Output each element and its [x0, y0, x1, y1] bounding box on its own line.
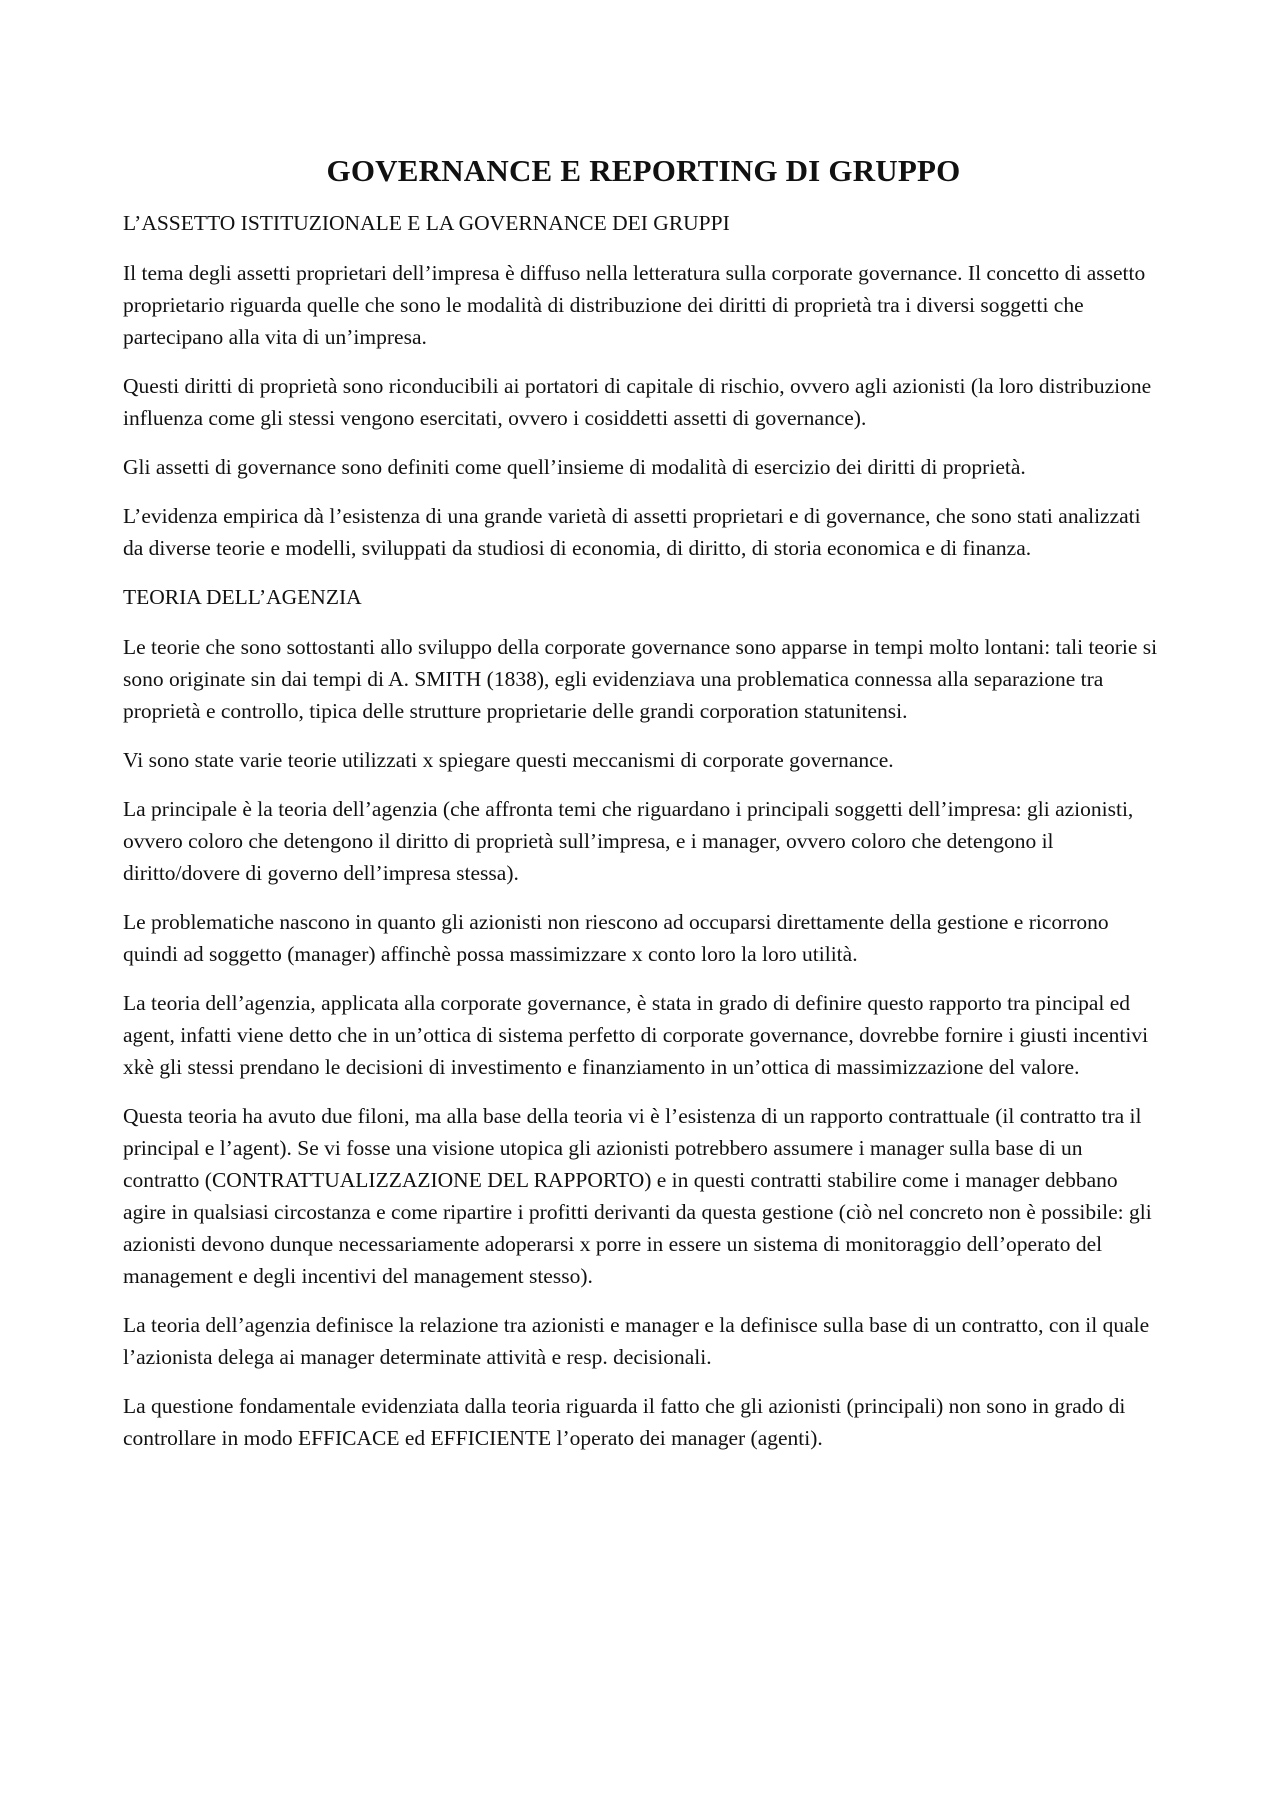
paragraph: La teoria dell’agenzia definisce la relazione tra azionisti e manager e la definisce sulla base di un contratto, con il quale l’azionista delega ai manager determinate attività e resp. decisionali. — [123, 1312, 1150, 1369]
paragraph: Le teorie che sono sottostanti allo sviluppo della corporate governance sono apparse in tempi molto lontani: tali teorie si sono originate sin dai tempi di A. SMITH (1838), egli evidenziava una problematica connessa alla separazione tra proprietà e controllo, tipica delle strutture proprietarie delle grandi corporation statunitensi. — [123, 634, 1158, 723]
paragraph: Questi diritti di proprietà sono riconducibili ai portatori di capitale di rischio, ovvero agli azionisti (la loro distribuzione influenza come gli stessi vengono esercitati, ovvero i cosiddetti assetti di governance). — [123, 373, 1152, 430]
paragraph: La teoria dell’agenzia, applicata alla corporate governance, è stata in grado di definire questo rapporto tra pincipal ed agent, infatti viene detto che in un’ottica di sistema perfetto di corporate governance, dovrebbe fornire i giusti incentivi xkè gli stessi prendano le decisioni di investimento e finanziamento in un’ottica di massimizzazione del valore. — [123, 990, 1149, 1079]
paragraph: L’evidenza empirica dà l’esistenza di una grande varietà di assetti proprietari e di governance, che sono stati analizzati da diverse teorie e modelli, sviluppati da studiosi di economia, di diritto, di storia economica e di finanza. — [123, 503, 1141, 560]
paragraph: Vi sono state varie teorie utilizzati x spiegare questi meccanismi di corporate governance. — [123, 747, 894, 772]
paragraph: Le problematiche nascono in quanto gli azionisti non riescono ad occuparsi direttamente della gestione e ricorrono quindi ad soggetto (manager) affinchè possa massimizzare x conto loro la loro utilità. — [123, 909, 1109, 966]
section-heading-teoria-agenzia: TEORIA DELL’AGENZIA — [123, 584, 362, 609]
section-heading-assetto: L’ASSETTO ISTITUZIONALE E LA GOVERNANCE DEI GRUPPI — [123, 210, 730, 235]
paragraph: Il tema degli assetti proprietari dell’impresa è diffuso nella letteratura sulla corporate governance. Il concetto di assetto proprietario riguarda quelle che sono le modalità di distribuzione dei diritti di proprietà tra i diversi soggetti che partecipano alla vita di un’impresa. — [123, 260, 1146, 349]
document-title: GOVERNANCE E REPORTING DI GRUPPO — [326, 153, 961, 188]
paragraph: La principale è la teoria dell’agenzia (che affronta temi che riguardano i principali soggetti dell’impresa: gli azionisti, ovvero coloro che detengono il diritto di proprietà sull’impresa, e i manager, ovvero coloro che detengono il diritto/dovere di governo dell’impresa stessa). — [123, 796, 1134, 885]
paragraph: La questione fondamentale evidenziata dalla teoria riguarda il fatto che gli azionisti (principali) non sono in grado di controllare in modo EFFICACE ed EFFICIENTE l’operato dei manager (agenti). — [123, 1393, 1126, 1450]
paragraph: Gli assetti di governance sono definiti come quell’insieme di modalità di esercizio dei diritti di proprietà. — [123, 454, 1026, 479]
paragraph: Questa teoria ha avuto due filoni, ma alla base della teoria vi è l’esistenza di un rapporto contrattuale (il contratto tra il principal e l’agent). Se vi fosse una visione utopica gli azionisti potrebbero assumere i manager sulla base di un contratto (CONTRATTUALIZZAZIONE DEL RAPPORTO) e in questi contratti stabilire come i manager debbano agire in qualsiasi circostanza e come ripartire i profitti derivanti da questa gestione (ciò nel concreto non è possibile: gli azionisti devono dunque necessariamente adoperarsi x porre in essere un sistema di monitoraggio dell’operato del management e degli incentivi del management stesso). — [123, 1103, 1152, 1288]
